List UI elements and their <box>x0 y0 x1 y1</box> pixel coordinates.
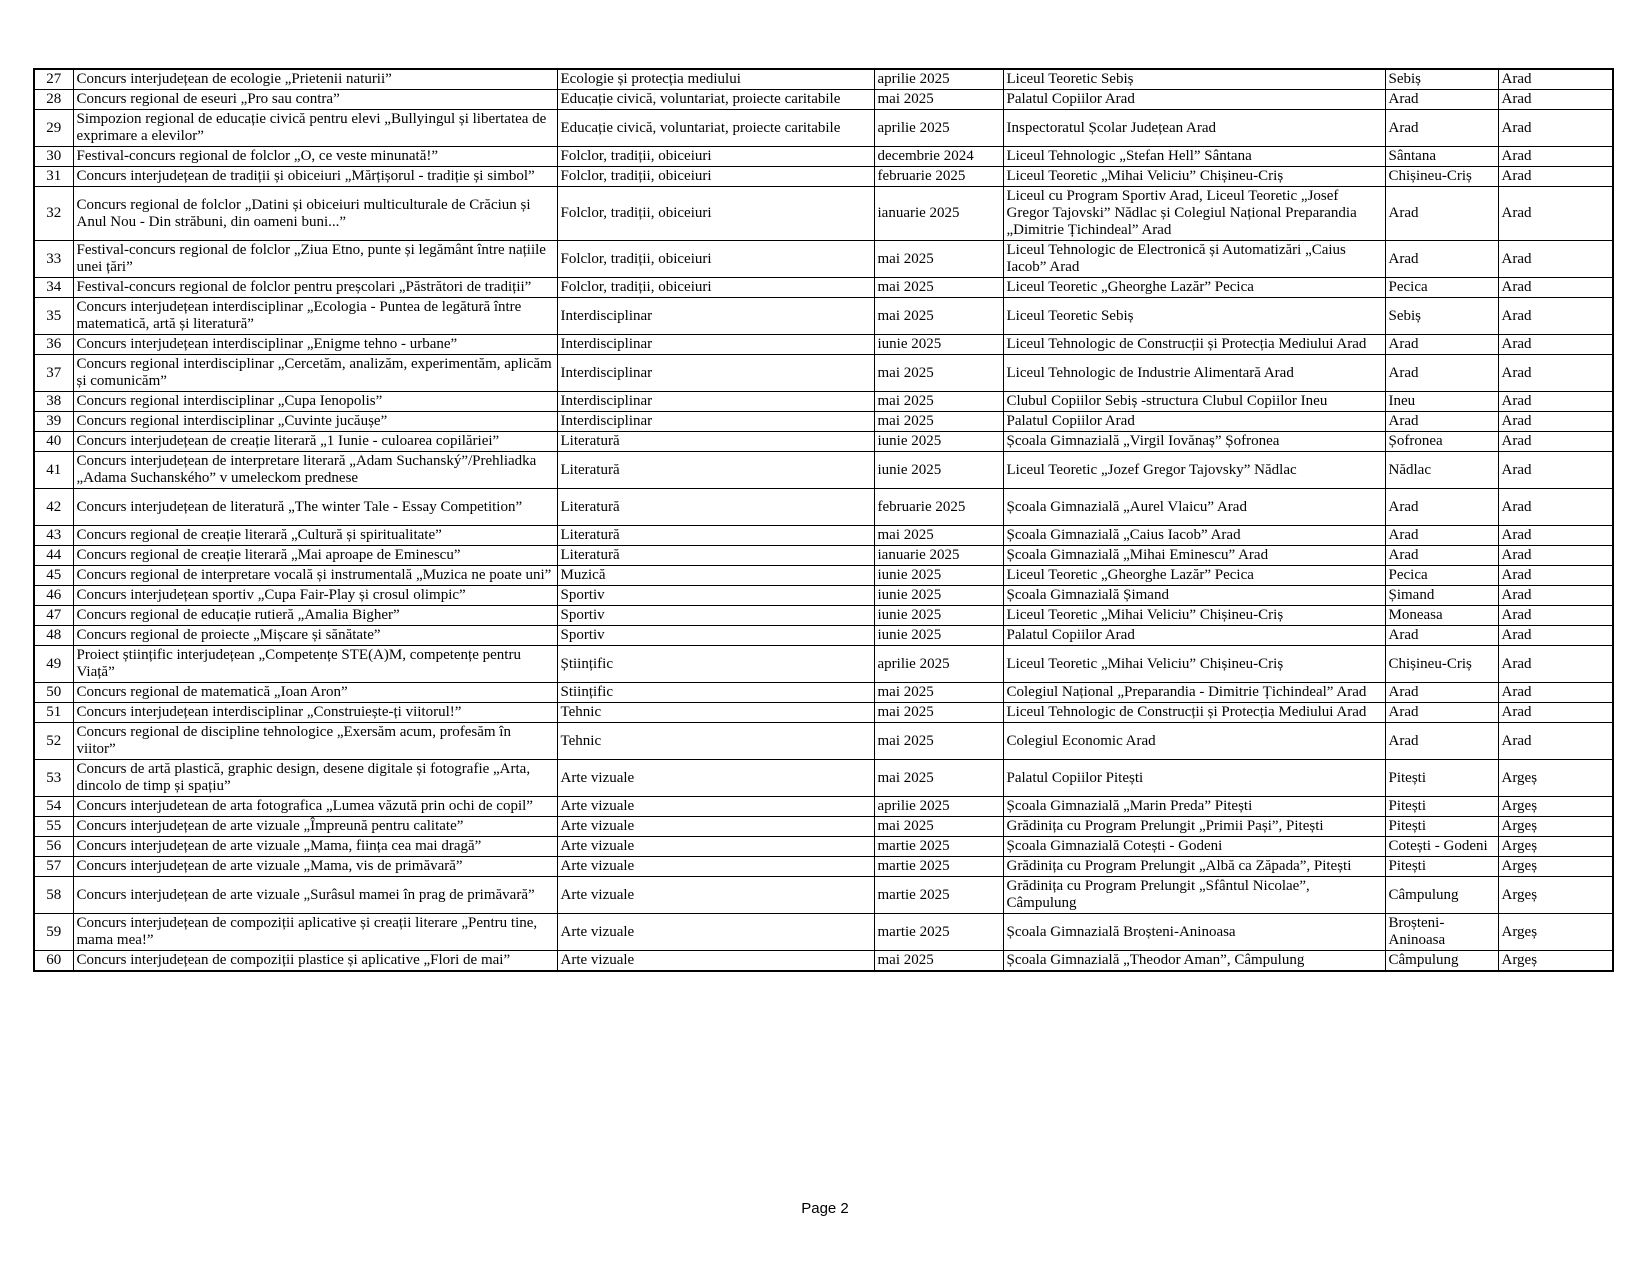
contest-name: Concurs regional de matematică „Ioan Aron” <box>73 683 557 703</box>
county: Arad <box>1498 646 1613 683</box>
contest-name: Concurs interjudețean de creație literară „1 Iunie - culoarea copilăriei” <box>73 432 557 452</box>
contest-name: Concurs interjudețean de arte vizuale „Mama, vis de primăvară” <box>73 857 557 877</box>
contest-date: aprilie 2025 <box>874 69 1003 90</box>
county: Argeș <box>1498 760 1613 797</box>
organizing-institution: Liceul Teoretic „Mihai Veliciu” Chișineu-Criș <box>1003 646 1385 683</box>
table-row <box>34 723 1613 760</box>
table-row <box>34 489 1613 526</box>
contest-date: iunie 2025 <box>874 566 1003 586</box>
contest-date: mai 2025 <box>874 90 1003 110</box>
locality: Arad <box>1385 703 1498 723</box>
table-row <box>34 69 1613 90</box>
contest-date: mai 2025 <box>874 703 1003 723</box>
contest-name: Concurs regional de proiecte „Mișcare și sănătate” <box>73 626 557 646</box>
county: Arad <box>1498 69 1613 90</box>
contest-date: februarie 2025 <box>874 489 1003 526</box>
county: Arad <box>1498 355 1613 392</box>
county: Argeș <box>1498 797 1613 817</box>
contest-date: mai 2025 <box>874 298 1003 335</box>
contest-date: martie 2025 <box>874 877 1003 914</box>
row-number: 60 <box>34 951 73 972</box>
organizing-institution: Palatul Copiilor Pitești <box>1003 760 1385 797</box>
contest-name: Concurs interjudetean de arta fotografica „Lumea văzută prin ochi de copil” <box>73 797 557 817</box>
contest-name: Concurs interjudețean de arte vizuale „Împreună pentru calitate” <box>73 817 557 837</box>
row-number: 37 <box>34 355 73 392</box>
county: Arad <box>1498 335 1613 355</box>
locality: Câmpulung <box>1385 951 1498 972</box>
county: Arad <box>1498 526 1613 546</box>
organizing-institution: Grădinița cu Program Prelungit „Sfântul Nicolae”, Câmpulung <box>1003 877 1385 914</box>
county: Argeș <box>1498 877 1613 914</box>
contest-domain: Interdisciplinar <box>557 298 874 335</box>
row-number: 42 <box>34 489 73 526</box>
row-number: 31 <box>34 167 73 187</box>
locality: Arad <box>1385 335 1498 355</box>
contest-domain: Tehnic <box>557 703 874 723</box>
row-number: 45 <box>34 566 73 586</box>
row-number: 30 <box>34 147 73 167</box>
table-row <box>34 432 1613 452</box>
locality: Nădlac <box>1385 452 1498 489</box>
organizing-institution: Liceul Tehnologic „Stefan Hell” Sântana <box>1003 147 1385 167</box>
county: Argeș <box>1498 914 1613 951</box>
locality: Arad <box>1385 683 1498 703</box>
contest-domain: Arte vizuale <box>557 760 874 797</box>
contest-date: iunie 2025 <box>874 606 1003 626</box>
locality: Broșteni-Aninoasa <box>1385 914 1498 951</box>
locality: Sântana <box>1385 147 1498 167</box>
county: Arad <box>1498 723 1613 760</box>
row-number: 40 <box>34 432 73 452</box>
contest-name: Concurs interjudețean de tradiții și obiceiuri „Mărțișorul - tradiție și simbol” <box>73 167 557 187</box>
county: Argeș <box>1498 857 1613 877</box>
contest-domain: Literatură <box>557 489 874 526</box>
organizing-institution: Grădinița cu Program Prelungit „Albă ca Zăpada”, Pitești <box>1003 857 1385 877</box>
locality: Arad <box>1385 723 1498 760</box>
contest-domain: Arte vizuale <box>557 951 874 972</box>
table-row <box>34 187 1613 241</box>
row-number: 27 <box>34 69 73 90</box>
locality: Cotești - Godeni <box>1385 837 1498 857</box>
row-number: 53 <box>34 760 73 797</box>
contest-name: Festival-concurs regional de folclor „O, ce veste minunată!” <box>73 147 557 167</box>
contest-domain: Sportiv <box>557 606 874 626</box>
organizing-institution: Liceul Tehnologic de Construcții și Protecția Mediului Arad <box>1003 335 1385 355</box>
contest-domain: Arte vizuale <box>557 877 874 914</box>
row-number: 59 <box>34 914 73 951</box>
contest-date: februarie 2025 <box>874 167 1003 187</box>
organizing-institution: Colegiul Economic Arad <box>1003 723 1385 760</box>
contest-name: Concurs regional de educație rutieră „Amalia Bigher” <box>73 606 557 626</box>
contest-domain: Arte vizuale <box>557 797 874 817</box>
table-row <box>34 167 1613 187</box>
county: Arad <box>1498 452 1613 489</box>
row-number: 41 <box>34 452 73 489</box>
organizing-institution: Liceul Teoretic „Gheorghe Lazăr” Pecica <box>1003 278 1385 298</box>
contest-domain: Arte vizuale <box>557 837 874 857</box>
table-row <box>34 110 1613 147</box>
row-number: 28 <box>34 90 73 110</box>
contest-domain: Sportiv <box>557 626 874 646</box>
table-row <box>34 837 1613 857</box>
locality: Sebiș <box>1385 298 1498 335</box>
row-number: 36 <box>34 335 73 355</box>
table-row <box>34 586 1613 606</box>
row-number: 38 <box>34 392 73 412</box>
county: Arad <box>1498 586 1613 606</box>
county: Arad <box>1498 412 1613 432</box>
contest-domain: Stiințific <box>557 683 874 703</box>
contest-domain: Folclor, tradiții, obiceiuri <box>557 167 874 187</box>
contest-domain: Interdisciplinar <box>557 355 874 392</box>
county: Arad <box>1498 147 1613 167</box>
table-row <box>34 797 1613 817</box>
table-body <box>34 69 1613 971</box>
row-number: 44 <box>34 546 73 566</box>
row-number: 55 <box>34 817 73 837</box>
contest-name: Concurs interjudețean de arte vizuale „Surâsul mamei în prag de primăvară” <box>73 877 557 914</box>
row-number: 39 <box>34 412 73 432</box>
contest-date: mai 2025 <box>874 241 1003 278</box>
county: Arad <box>1498 606 1613 626</box>
organizing-institution: Școala Gimnazială „Theodor Aman”, Câmpulung <box>1003 951 1385 972</box>
contest-name: Concurs regional de creație literară „Mai aproape de Eminescu” <box>73 546 557 566</box>
contest-name: Concurs interjudețean de interpretare literară „Adam Suchanský”/Prehliadka „Adama Suchanského” v umeleckom prednese <box>73 452 557 489</box>
organizing-institution: Liceul Teoretic „Jozef Gregor Tajovsky” Nădlac <box>1003 452 1385 489</box>
contest-name: Concurs interjudețean interdisciplinar „Enigme tehno - urbane” <box>73 335 557 355</box>
contest-domain: Educație civică, voluntariat, proiecte caritabile <box>557 90 874 110</box>
table-row <box>34 703 1613 723</box>
contest-date: mai 2025 <box>874 951 1003 972</box>
contest-name: Festival-concurs regional de folclor „Ziua Etno, punte și legământ între națiile unei țări” <box>73 241 557 278</box>
contest-domain: Ecologie și protecția mediului <box>557 69 874 90</box>
contest-domain: Literatură <box>557 432 874 452</box>
locality: Arad <box>1385 355 1498 392</box>
organizing-institution: Liceul Teoretic Sebiș <box>1003 69 1385 90</box>
contest-date: decembrie 2024 <box>874 147 1003 167</box>
county: Arad <box>1498 626 1613 646</box>
table-row <box>34 355 1613 392</box>
contest-date: iunie 2025 <box>874 626 1003 646</box>
county: Argeș <box>1498 817 1613 837</box>
county: Argeș <box>1498 951 1613 972</box>
locality: Pecica <box>1385 278 1498 298</box>
locality: Arad <box>1385 526 1498 546</box>
organizing-institution: Liceul cu Program Sportiv Arad, Liceul Teoretic „Josef Gregor Tajovski” Nădlac și Colegiul Național Preparandia „Dimitrie Țichindeal” Arad <box>1003 187 1385 241</box>
contest-name: Concurs interjudețean de compoziții plastice și aplicative „Flori de mai” <box>73 951 557 972</box>
contest-date: aprilie 2025 <box>874 110 1003 147</box>
contest-name: Concurs interjudețean sportiv „Cupa Fair-Play și crosul olimpic” <box>73 586 557 606</box>
contest-date: mai 2025 <box>874 723 1003 760</box>
contest-name: Festival-concurs regional de folclor pentru preșcolari „Păstrători de tradiții” <box>73 278 557 298</box>
contest-name: Proiect științific interjudețean „Competențe STE(A)M, competențe pentru Viață” <box>73 646 557 683</box>
organizing-institution: Liceul Tehnologic de Construcții și Protecția Mediului Arad <box>1003 703 1385 723</box>
organizing-institution: Palatul Copiilor Arad <box>1003 626 1385 646</box>
contest-date: mai 2025 <box>874 760 1003 797</box>
locality: Arad <box>1385 187 1498 241</box>
locality: Șofronea <box>1385 432 1498 452</box>
contest-name: Concurs regional interdisciplinar „Cuvinte jucăușe” <box>73 412 557 432</box>
locality: Pitești <box>1385 760 1498 797</box>
contest-date: aprilie 2025 <box>874 646 1003 683</box>
organizing-institution: Clubul Copiilor Sebiș -structura Clubul Copiilor Ineu <box>1003 392 1385 412</box>
contest-date: mai 2025 <box>874 278 1003 298</box>
county: Arad <box>1498 546 1613 566</box>
organizing-institution: Școala Gimnazială „Aurel Vlaicu” Arad <box>1003 489 1385 526</box>
locality: Arad <box>1385 489 1498 526</box>
county: Arad <box>1498 683 1613 703</box>
row-number: 47 <box>34 606 73 626</box>
contest-date: iunie 2025 <box>874 335 1003 355</box>
contest-name: Concurs interjudețean de literatură „The winter Tale - Essay Competition” <box>73 489 557 526</box>
contest-name: Concurs interjudețean de compoziții aplicative și creații literare „Pentru tine, mama mea!” <box>73 914 557 951</box>
contest-domain: Educație civică, voluntariat, proiecte caritabile <box>557 110 874 147</box>
organizing-institution: Palatul Copiilor Arad <box>1003 90 1385 110</box>
locality: Moneasa <box>1385 606 1498 626</box>
contest-name: Concurs regional de interpretare vocală și instrumentală „Muzica ne poate uni” <box>73 566 557 586</box>
row-number: 48 <box>34 626 73 646</box>
contest-domain: Sportiv <box>557 586 874 606</box>
contest-domain: Științific <box>557 646 874 683</box>
row-number: 34 <box>34 278 73 298</box>
page-number: Page 2 <box>801 1200 849 1217</box>
row-number: 50 <box>34 683 73 703</box>
organizing-institution: Liceul Teoretic „Mihai Veliciu” Chișineu-Criș <box>1003 167 1385 187</box>
contest-date: ianuarie 2025 <box>874 187 1003 241</box>
contest-date: mai 2025 <box>874 412 1003 432</box>
locality: Chișineu-Criș <box>1385 646 1498 683</box>
contest-date: iunie 2025 <box>874 432 1003 452</box>
organizing-institution: Școala Gimnazială „Caius Iacob” Arad <box>1003 526 1385 546</box>
organizing-institution: Liceul Tehnologic de Electronică și Automatizări „Caius Iacob” Arad <box>1003 241 1385 278</box>
organizing-institution: Liceul Teoretic „Mihai Veliciu” Chișineu-Criș <box>1003 606 1385 626</box>
locality: Ineu <box>1385 392 1498 412</box>
county: Arad <box>1498 392 1613 412</box>
table-row <box>34 626 1613 646</box>
table-row <box>34 546 1613 566</box>
organizing-institution: Liceul Tehnologic de Industrie Alimentară Arad <box>1003 355 1385 392</box>
contest-name: Concurs regional de folclor „Datini și obiceiuri multiculturale de Crăciun și Anul Nou - Din străbuni, din oameni buni...” <box>73 187 557 241</box>
contest-domain: Interdisciplinar <box>557 335 874 355</box>
contest-date: mai 2025 <box>874 817 1003 837</box>
county: Arad <box>1498 167 1613 187</box>
contest-domain: Arte vizuale <box>557 857 874 877</box>
row-number: 29 <box>34 110 73 147</box>
table-row <box>34 241 1613 278</box>
row-number: 35 <box>34 298 73 335</box>
table-row <box>34 683 1613 703</box>
row-number: 54 <box>34 797 73 817</box>
county: Arad <box>1498 110 1613 147</box>
contest-date: martie 2025 <box>874 914 1003 951</box>
table-row <box>34 526 1613 546</box>
table-row <box>34 452 1613 489</box>
locality: Șimand <box>1385 586 1498 606</box>
contest-domain: Interdisciplinar <box>557 412 874 432</box>
contest-domain: Literatură <box>557 526 874 546</box>
organizing-institution: Școala Gimnazială Șimand <box>1003 586 1385 606</box>
table-row <box>34 412 1613 432</box>
table-row <box>34 335 1613 355</box>
locality: Arad <box>1385 110 1498 147</box>
table-row <box>34 951 1613 972</box>
row-number: 57 <box>34 857 73 877</box>
row-number: 52 <box>34 723 73 760</box>
table-row <box>34 90 1613 110</box>
county: Arad <box>1498 90 1613 110</box>
contest-domain: Arte vizuale <box>557 914 874 951</box>
organizing-institution: Liceul Teoretic Sebiș <box>1003 298 1385 335</box>
contest-date: mai 2025 <box>874 526 1003 546</box>
county: Argeș <box>1498 837 1613 857</box>
locality: Sebiș <box>1385 69 1498 90</box>
locality: Pitești <box>1385 857 1498 877</box>
locality: Arad <box>1385 546 1498 566</box>
county: Arad <box>1498 489 1613 526</box>
locality: Arad <box>1385 626 1498 646</box>
organizing-institution: Școala Gimnazială „Mihai Eminescu” Arad <box>1003 546 1385 566</box>
contest-domain: Folclor, tradiții, obiceiuri <box>557 278 874 298</box>
contest-name: Concurs interjudețean de arte vizuale „Mama, ființa cea mai dragă” <box>73 837 557 857</box>
table-row <box>34 278 1613 298</box>
contest-date: iunie 2025 <box>874 452 1003 489</box>
contest-domain: Muzică <box>557 566 874 586</box>
table-row <box>34 298 1613 335</box>
contest-domain: Folclor, tradiții, obiceiuri <box>557 241 874 278</box>
table-row <box>34 817 1613 837</box>
row-number: 51 <box>34 703 73 723</box>
contest-date: ianuarie 2025 <box>874 546 1003 566</box>
table-row <box>34 147 1613 167</box>
table-row <box>34 392 1613 412</box>
contest-name: Concurs interjudețean interdisciplinar „Construiește-ți viitorul!” <box>73 703 557 723</box>
organizing-institution: Palatul Copiilor Arad <box>1003 412 1385 432</box>
contest-domain: Folclor, tradiții, obiceiuri <box>557 187 874 241</box>
locality: Pitești <box>1385 797 1498 817</box>
table-row <box>34 606 1613 626</box>
county: Arad <box>1498 241 1613 278</box>
contest-name: Concurs regional interdisciplinar „Cercetăm, analizăm, experimentăm, aplicăm și comunicăm” <box>73 355 557 392</box>
table-row <box>34 760 1613 797</box>
county: Arad <box>1498 432 1613 452</box>
competitions-table <box>33 68 1614 972</box>
row-number: 46 <box>34 586 73 606</box>
locality: Pitești <box>1385 817 1498 837</box>
table-row <box>34 857 1613 877</box>
locality: Arad <box>1385 90 1498 110</box>
row-number: 58 <box>34 877 73 914</box>
contest-domain: Tehnic <box>557 723 874 760</box>
contest-name: Concurs regional de eseuri „Pro sau contra” <box>73 90 557 110</box>
contest-date: martie 2025 <box>874 857 1003 877</box>
contest-name: Simpozion regional de educație civică pentru elevi „Bullyingul și libertatea de exprimare a elevilor” <box>73 110 557 147</box>
organizing-institution: Școala Gimnazială „Marin Preda” Pitești <box>1003 797 1385 817</box>
contest-domain: Literatură <box>557 546 874 566</box>
organizing-institution: Grădinița cu Program Prelungit „Primii Pași”, Pitești <box>1003 817 1385 837</box>
contest-name: Concurs regional de discipline tehnologice „Exersăm acum, profesăm în viitor” <box>73 723 557 760</box>
contest-domain: Arte vizuale <box>557 817 874 837</box>
contest-date: mai 2025 <box>874 392 1003 412</box>
organizing-institution: Inspectoratul Școlar Județean Arad <box>1003 110 1385 147</box>
table-row <box>34 877 1613 914</box>
locality: Chișineu-Criș <box>1385 167 1498 187</box>
locality: Câmpulung <box>1385 877 1498 914</box>
contest-name: Concurs regional interdisciplinar „Cupa Ienopolis” <box>73 392 557 412</box>
locality: Arad <box>1385 241 1498 278</box>
county: Arad <box>1498 703 1613 723</box>
organizing-institution: Școala Gimnazială Cotești - Godeni <box>1003 837 1385 857</box>
county: Arad <box>1498 566 1613 586</box>
organizing-institution: Școala Gimnazială Broșteni-Aninoasa <box>1003 914 1385 951</box>
contest-date: aprilie 2025 <box>874 797 1003 817</box>
row-number: 49 <box>34 646 73 683</box>
locality: Arad <box>1385 412 1498 432</box>
row-number: 32 <box>34 187 73 241</box>
contest-date: iunie 2025 <box>874 586 1003 606</box>
table-row <box>34 646 1613 683</box>
row-number: 33 <box>34 241 73 278</box>
county: Arad <box>1498 278 1613 298</box>
organizing-institution: Liceul Teoretic „Gheorghe Lazăr” Pecica <box>1003 566 1385 586</box>
table-row <box>34 914 1613 951</box>
county: Arad <box>1498 298 1613 335</box>
row-number: 56 <box>34 837 73 857</box>
contest-date: mai 2025 <box>874 355 1003 392</box>
table-row <box>34 566 1613 586</box>
organizing-institution: Colegiul Național „Preparandia - Dimitrie Țichindeal” Arad <box>1003 683 1385 703</box>
locality: Pecica <box>1385 566 1498 586</box>
contest-name: Concurs interjudețean interdisciplinar „Ecologia - Puntea de legătură între matematică, artă și literatură” <box>73 298 557 335</box>
contest-name: Concurs regional de creație literară „Cultură și spiritualitate” <box>73 526 557 546</box>
row-number: 43 <box>34 526 73 546</box>
contest-name: Concurs interjudețean de ecologie „Prietenii naturii” <box>73 69 557 90</box>
contest-date: mai 2025 <box>874 683 1003 703</box>
county: Arad <box>1498 187 1613 241</box>
contest-date: martie 2025 <box>874 837 1003 857</box>
contest-name: Concurs de artă plastică, graphic design, desene digitale și fotografie „Arta, dincolo de timp și spațiu” <box>73 760 557 797</box>
organizing-institution: Școala Gimnazială „Virgil Iovănaș” Șofronea <box>1003 432 1385 452</box>
contest-domain: Literatură <box>557 452 874 489</box>
contest-domain: Folclor, tradiții, obiceiuri <box>557 147 874 167</box>
contest-domain: Interdisciplinar <box>557 392 874 412</box>
